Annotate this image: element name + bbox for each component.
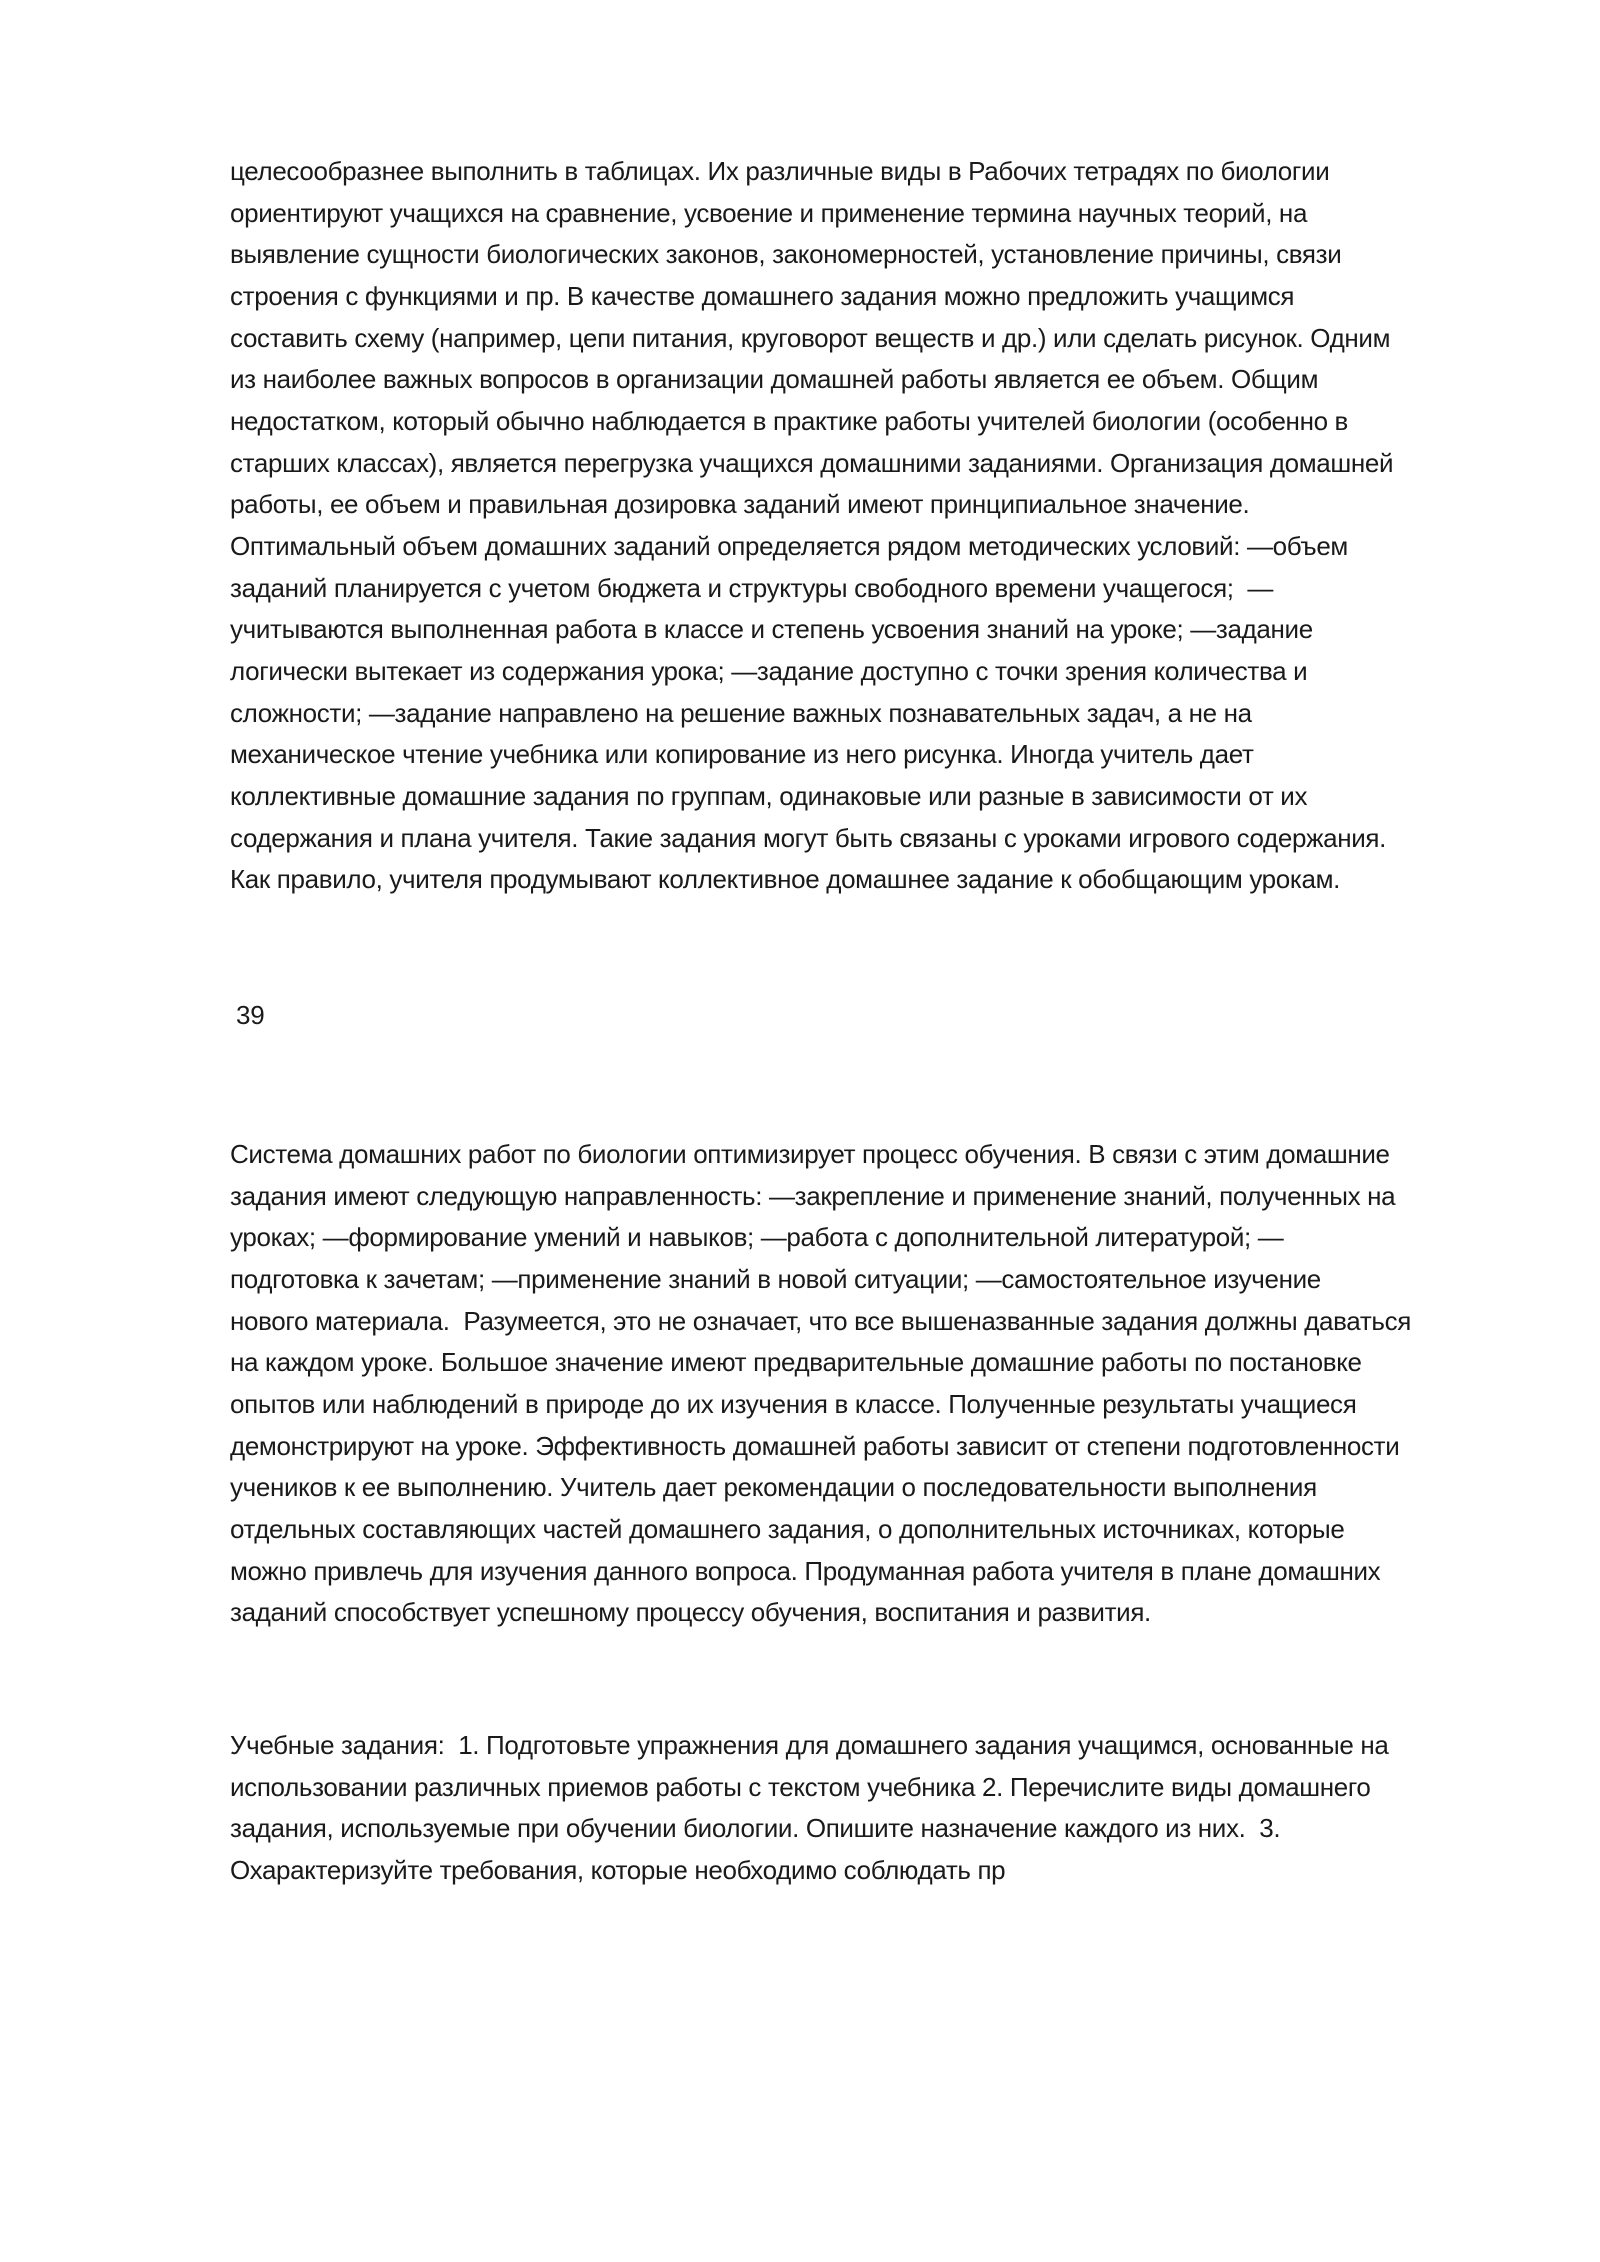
text-line: выявление сущности биологических законов, закономерностей, установление причины, связи — [230, 239, 1342, 270]
text-line: коллективные домашние задания по группам, одинаковые или разные в зависимости от их — [230, 780, 1308, 811]
text-line: заданий способствует успешному процессу обучения, воспитания и развития. — [230, 1597, 1151, 1628]
text-line: старших классах), является перегрузка учащихся домашними заданиями. Организация домашней — [230, 447, 1394, 478]
text-line: задания имеют следующую направленность: —закрепление и применение знаний, полученных на — [230, 1180, 1396, 1211]
text-line: сложности; —задание направлено на решение важных познавательных задач, а не на — [230, 697, 1252, 728]
text-line: строения с функциями и пр. В качестве домашнего задания можно предложить учащимся — [230, 280, 1295, 311]
text-line: демонстрируют на уроке. Эффективность домашней работы зависит от степени подготовленности — [230, 1430, 1400, 1461]
page-number: 39 — [236, 1000, 265, 1030]
text-line: ориентируют учащихся на сравнение, усвоение и применение термина научных теорий, на — [230, 197, 1308, 228]
text-line: составить схему (например, цепи питания, круговорот веществ и др.) или сделать рисунок. Одним — [230, 322, 1391, 353]
text-line: заданий планируется с учетом бюджета и структуры свободного времени учащегося; — — [230, 572, 1274, 603]
text-line: работы, ее объем и правильная дозировка заданий имеют принципиальное значение. — [230, 489, 1250, 520]
text-line: Система домашних работ по биологии оптимизирует процесс обучения. В связи с этим домашние — [230, 1139, 1390, 1169]
paragraph-learning-tasks — [230, 1725, 1388, 1892]
text-line: Как правило, учителя продумывают коллективное домашнее задание к обобщающим урокам. — [230, 864, 1340, 895]
text-line: можно привлечь для изучения данного вопроса. Продуманная работа учителя в плане домашних — [230, 1555, 1381, 1586]
text-line: содержания и плана учителя. Такие задания могут быть связаны с уроками игрового содержания. — [230, 822, 1387, 853]
text-line: нового материала. Разумеется, это не означает, что все вышеназванные задания должны даваться — [230, 1305, 1411, 1336]
text-line: задания, используемые при обучении биологии. Опишите назначение каждого из них. 3. — [230, 1813, 1281, 1844]
text-line: на каждом уроке. Большое значение имеют предварительные домашние работы по постановке — [230, 1347, 1362, 1378]
text-line: Учебные задания: 1. Подготовьте упражнения для домашнего задания учащимся, основанные на — [230, 1730, 1389, 1760]
text-line: из наиболее важных вопросов в организации домашней работы является ее объем. Общим — [230, 364, 1319, 395]
text-line: механическое чтение учебника или копирование из него рисунка. Иногда учитель дает — [230, 739, 1254, 770]
paragraph-homework-organization — [230, 151, 1393, 901]
text-line: уроках; —формирование умений и навыков; —работа с дополнительной литературой; — — [230, 1222, 1284, 1253]
text-line: использовании различных приемов работы с текстом учебника 2. Перечислите виды домашнего — [230, 1771, 1371, 1802]
text-line: отдельных составляющих частей домашнего задания, о дополнительных источниках, которые — [230, 1513, 1345, 1544]
text-line: учитываются выполненная работа в классе и степень усвоения знаний на уроке; —задание — [230, 614, 1313, 645]
text-line: недостатком, который обычно наблюдается в практике работы учителей биологии (особенно в — [230, 405, 1349, 436]
text-line: Оптимальный объем домашних заданий определяется рядом методических условий: —объем — [230, 530, 1348, 561]
text-line: опытов или наблюдений в природе до их изучения в классе. Полученные результаты учащиеся — [230, 1388, 1357, 1419]
text-line: подготовка к зачетам; —применение знаний в новой ситуации; —самостоятельное изучение — [230, 1263, 1321, 1294]
text-line: целесообразнее выполнить в таблицах. Их различные виды в Рабочих тетрадях по биологии — [230, 156, 1330, 186]
text-line: логически вытекает из содержания урока; —задание доступно с точки зрения количества и — [230, 655, 1308, 686]
paragraph-homework-system — [230, 1134, 1411, 1634]
text-line: учеников к ее выполнению. Учитель дает рекомендации о последовательности выполнения — [230, 1472, 1317, 1503]
text-line: Охарактеризуйте требования, которые необходимо соблюдать пр — [230, 1854, 1006, 1885]
